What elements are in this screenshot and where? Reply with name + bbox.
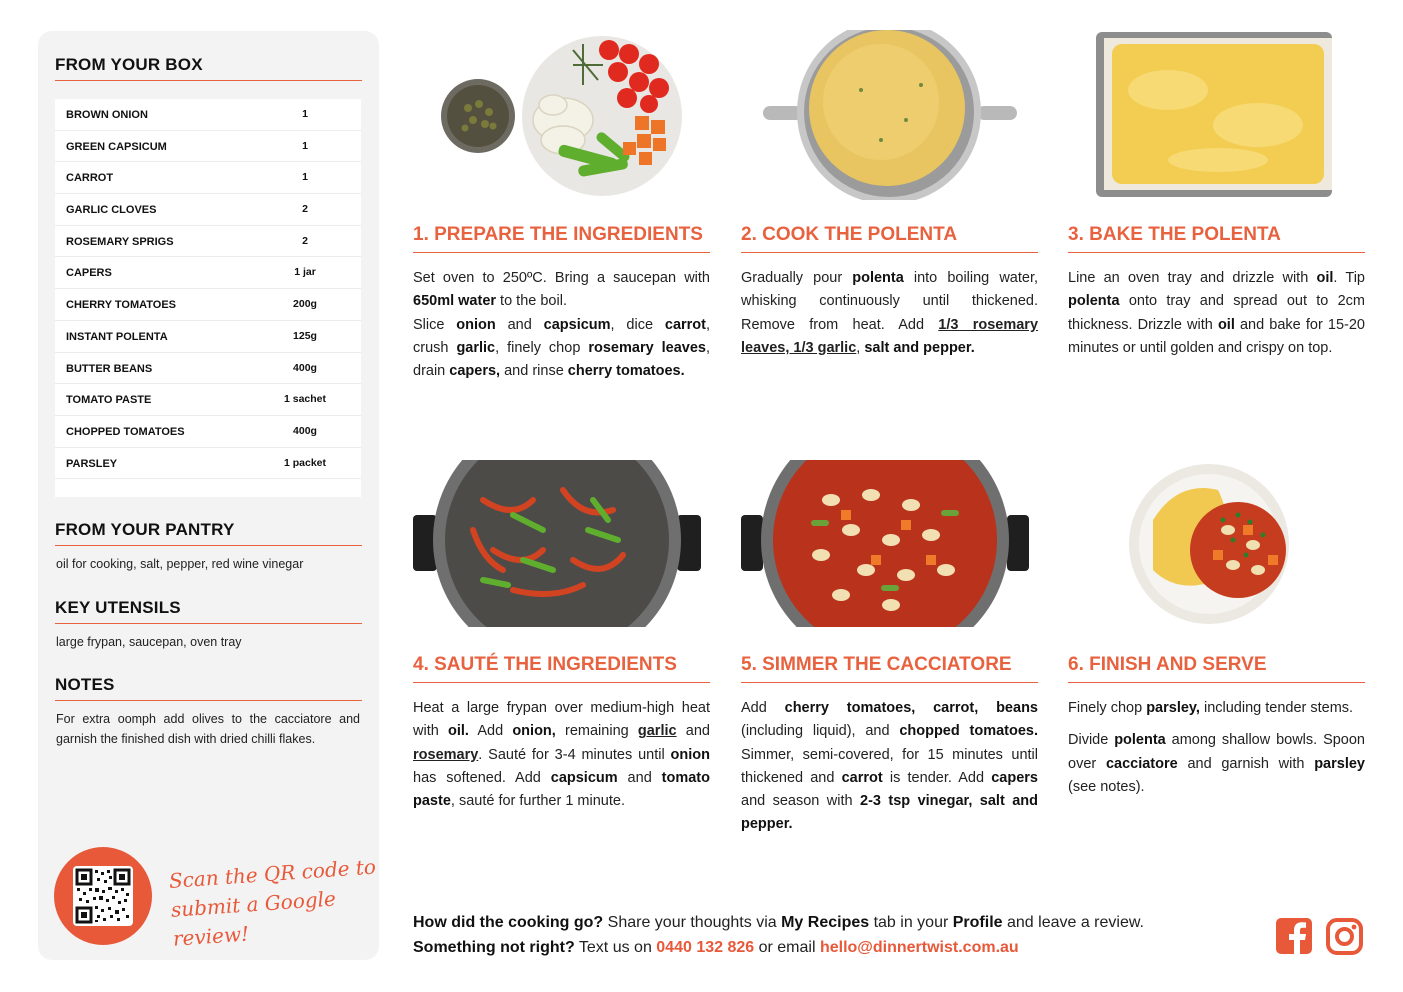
box-ingredients-table [55, 99, 361, 497]
step-text-segment: and [676, 723, 710, 740]
step-paragraph [1068, 267, 1365, 360]
step-text-segment: and bake for 15-20 minutes or until golden and crispy on top. [1068, 316, 1365, 356]
email-link[interactable]: hello@dinnertwist.com.au [819, 939, 1019, 956]
step-text-segment: , dice [610, 316, 665, 333]
notes-title: NOTES [55, 675, 362, 701]
qr-caption-line2: submit a Google review! [170, 886, 337, 951]
bold-ingredient: carrot [841, 769, 883, 786]
ingredient-qty: 1 [302, 139, 308, 152]
bold-ingredient: capsicum [543, 316, 611, 333]
key-utensils-title: KEY UTENSILS [55, 598, 362, 624]
footer-question-2: Something not right? [413, 939, 575, 956]
step-text-segment: , finely chop [495, 339, 589, 356]
footer-text: and leave a review. [1002, 914, 1144, 931]
step-text-segment: , crush [413, 316, 711, 356]
step-text-segment: Finely chop [1068, 700, 1147, 716]
step-paragraph [1068, 729, 1365, 799]
footer-text: or email [754, 939, 820, 956]
bold-ingredient: chopped tomatoes. [899, 723, 1038, 740]
step-text-segment: and garnish with [1177, 755, 1315, 772]
step-5-title: 5. SIMMER THE CACCIATORE [741, 654, 1038, 683]
phone-link[interactable]: 0440 132 826 [656, 939, 755, 956]
ingredient-row [55, 257, 361, 289]
footer-text: tab in your [869, 914, 953, 931]
footer-line-2 [413, 935, 1144, 960]
bold-ingredient: rosemary leaves [588, 339, 706, 356]
step-6-title: 6. FINISH AND SERVE [1068, 654, 1365, 683]
step-text-segment: to the boil. [496, 293, 567, 310]
bold-ingredient: onion [456, 316, 496, 333]
step-text-segment: remaining [555, 723, 638, 740]
step-paragraph [1068, 697, 1365, 720]
step-text-segment: has softened. Add [413, 769, 551, 786]
step-text-segment: Heat a large frypan over medium-high heat with [413, 700, 710, 740]
step-text-segment: into boiling water, whisking continuously until thickened. Remove from heat. Add [741, 270, 1038, 333]
bold-ingredient: carrot [664, 316, 706, 333]
step-text-segment: (see notes). [1068, 778, 1145, 795]
bold-ingredient: 2-3 tsp vinegar, salt and pepper. [741, 793, 1038, 833]
bold-ingredient: cherry tomatoes, carrot, beans [784, 700, 1038, 716]
notes-text: For extra oomph add olives to the cacciatore and garnish the finished dish with dried chilli flakes. [56, 712, 360, 746]
footer-text: Share your thoughts via [603, 914, 782, 931]
ingredient-qty: 2 [302, 203, 308, 216]
step-text-segment: and [617, 769, 662, 786]
feedback-footer [413, 910, 1144, 960]
ingredient-row [55, 162, 361, 194]
step-text-segment: Set oven to 250ºC. Bring a saucepan with [413, 270, 710, 286]
from-your-pantry-title: FROM YOUR PANTRY [55, 520, 362, 546]
bold-ingredient: capers [991, 769, 1038, 786]
step-text-segment: Simmer, semi-covered, for 15 minutes until thickened and [741, 746, 1038, 786]
ingredient-name: CARROT [66, 172, 114, 185]
step-text-segment: Line an oven tray and drizzle with [1068, 270, 1317, 286]
step-text-segment: , sauté for further 1 minute. [450, 793, 625, 810]
bold-ingredient: salt and pepper. [864, 339, 975, 356]
footer-line-1 [413, 910, 1144, 935]
polenta-tray-image [1068, 30, 1365, 200]
ingredient-name: CHERRY TOMATOES [66, 299, 177, 312]
ingredient-row [55, 416, 361, 448]
bold-ingredient: 650ml water [413, 293, 497, 310]
bold-ingredient: tomato paste [413, 769, 710, 810]
ingredient-name: CAPERS [66, 267, 112, 280]
bold-ingredient: oil [1316, 270, 1334, 286]
step-3-title: 3. BAKE THE POLENTA [1068, 224, 1365, 253]
step-paragraph [741, 267, 1038, 360]
bold-ingredient: capsicum [550, 769, 618, 786]
footer-text: Text us on [574, 939, 657, 956]
bold-ingredient: capers, [449, 363, 501, 380]
step-4-text [413, 697, 710, 813]
ingredient-row [55, 194, 361, 226]
ingredient-row [55, 131, 361, 163]
bold-ingredient: polenta [1068, 293, 1120, 310]
step-4-title: 4. SAUTÉ THE INGREDIENTS [413, 654, 710, 683]
bold-ingredient: cherry tomatoes. [567, 363, 685, 380]
step-text-segment: . Tip [1333, 270, 1365, 286]
ingredient-qty: 1 [302, 171, 308, 184]
prepared-ingredients-image [413, 30, 710, 200]
from-your-box-title: FROM YOUR BOX [55, 55, 362, 81]
ingredient-row [55, 353, 361, 385]
bold-ingredient: oil [1217, 316, 1235, 333]
utensils-text: large frypan, saucepan, oven tray [56, 635, 242, 649]
bold-ingredient: polenta [1114, 732, 1166, 749]
saute-frypan-image [413, 460, 701, 627]
step-3-text [1068, 267, 1365, 360]
instagram-icon[interactable] [1326, 918, 1363, 960]
ingredient-row [55, 289, 361, 321]
bold-ingredient: polenta [852, 270, 904, 286]
bold-ingredient: parsley, [1146, 700, 1200, 716]
ingredient-name: PARSLEY [66, 457, 118, 470]
cacciatore-frypan-image [741, 460, 1029, 627]
ingredient-qty: 400g [293, 424, 317, 437]
ingredient-row [55, 226, 361, 258]
step-text-segment: Gradually pour [741, 270, 853, 286]
step-paragraph [413, 697, 710, 813]
qr-code-icon[interactable] [73, 866, 133, 926]
bold-ingredient: garlic [456, 339, 496, 356]
ingredient-row [55, 448, 361, 480]
ingredient-name: INSTANT POLENTA [66, 330, 168, 343]
step-text-segment: , [856, 339, 865, 356]
ingredient-name: CHOPPED TOMATOES [66, 425, 185, 438]
step-text-segment: and rinse [500, 363, 568, 380]
bold-ingredient: cacciatore [1105, 755, 1178, 772]
step-text-segment: Slice [413, 316, 457, 333]
step-text-segment: (including liquid), and [741, 723, 900, 740]
qr-caption [168, 852, 385, 954]
ingredient-name: ROSEMARY SPRIGS [66, 235, 174, 248]
ingredient-row [55, 99, 361, 131]
bold-ingredient: parsley [1314, 755, 1365, 772]
my-recipes-label: My Recipes [781, 914, 870, 931]
step-1-title: 1. PREPARE THE INGREDIENTS [413, 224, 710, 253]
step-text-segment: onto tray and spread out to 2cm thickness. Drizzle with [1068, 293, 1365, 333]
polenta-saucepan-image [741, 30, 1038, 200]
step-paragraph [413, 267, 710, 314]
step-text-segment: and [495, 316, 544, 333]
underlined-ingredient: garlic [637, 723, 677, 740]
step-text-segment: including tender stems. [1199, 700, 1354, 716]
ingredient-name: BUTTER BEANS [66, 362, 153, 375]
pantry-text: oil for cooking, salt, pepper, red wine vinegar [56, 557, 304, 571]
ingredient-qty: 200g [293, 298, 317, 311]
finished-dish-image [1068, 460, 1365, 627]
step-text-segment: among shallow bowls. Spoon over [1068, 732, 1365, 772]
ingredient-qty: 1 sachet [283, 393, 327, 406]
ingredient-name: GREEN CAPSICUM [66, 140, 167, 153]
profile-label: Profile [952, 914, 1003, 931]
step-text-segment: Add [468, 723, 513, 740]
step-1-text [413, 267, 710, 383]
ingredient-name: GARLIC CLOVES [66, 204, 157, 217]
bold-ingredient: oil. [447, 723, 469, 740]
step-2-text [741, 267, 1038, 360]
ingredient-qty: 2 [302, 234, 308, 247]
ingredient-qty: 1 jar [294, 266, 316, 279]
ingredient-qty: 125g [293, 329, 317, 342]
sidebar-panel [38, 31, 379, 960]
qr-badge[interactable] [54, 847, 152, 945]
qr-caption-line1: Scan the QR code to [168, 854, 377, 893]
step-text-segment: Add [741, 700, 785, 716]
step-text-segment: , drain [413, 339, 710, 380]
ingredient-name: TOMATO PASTE [66, 394, 152, 407]
underlined-ingredient: 1/3 rosemary leaves, 1/3 garlic [741, 316, 1039, 356]
step-text-segment: and season with [741, 793, 861, 810]
step-2-title: 2. COOK THE POLENTA [741, 224, 1038, 253]
underlined-ingredient: rosemary [413, 746, 479, 763]
facebook-icon[interactable] [1276, 918, 1312, 959]
ingredient-qty: 400g [293, 361, 317, 374]
step-5-text [741, 697, 1038, 837]
footer-question-1: How did the cooking go? [413, 914, 604, 931]
step-text-segment: Divide [1068, 732, 1115, 749]
bold-ingredient: onion [670, 746, 710, 763]
ingredient-qty: 1 packet [283, 456, 327, 469]
step-paragraph [413, 314, 710, 384]
ingredient-name: BROWN ONION [66, 109, 148, 121]
bold-ingredient: onion, [512, 723, 556, 740]
ingredient-row [55, 321, 361, 353]
step-text-segment: . Sauté for 3-4 minutes until [478, 746, 671, 763]
step-6-text [1068, 697, 1365, 799]
step-text-segment: is tender. Add [882, 769, 992, 786]
step-paragraph [741, 697, 1038, 837]
ingredient-qty: 1 [302, 108, 308, 120]
ingredient-row [55, 384, 361, 416]
